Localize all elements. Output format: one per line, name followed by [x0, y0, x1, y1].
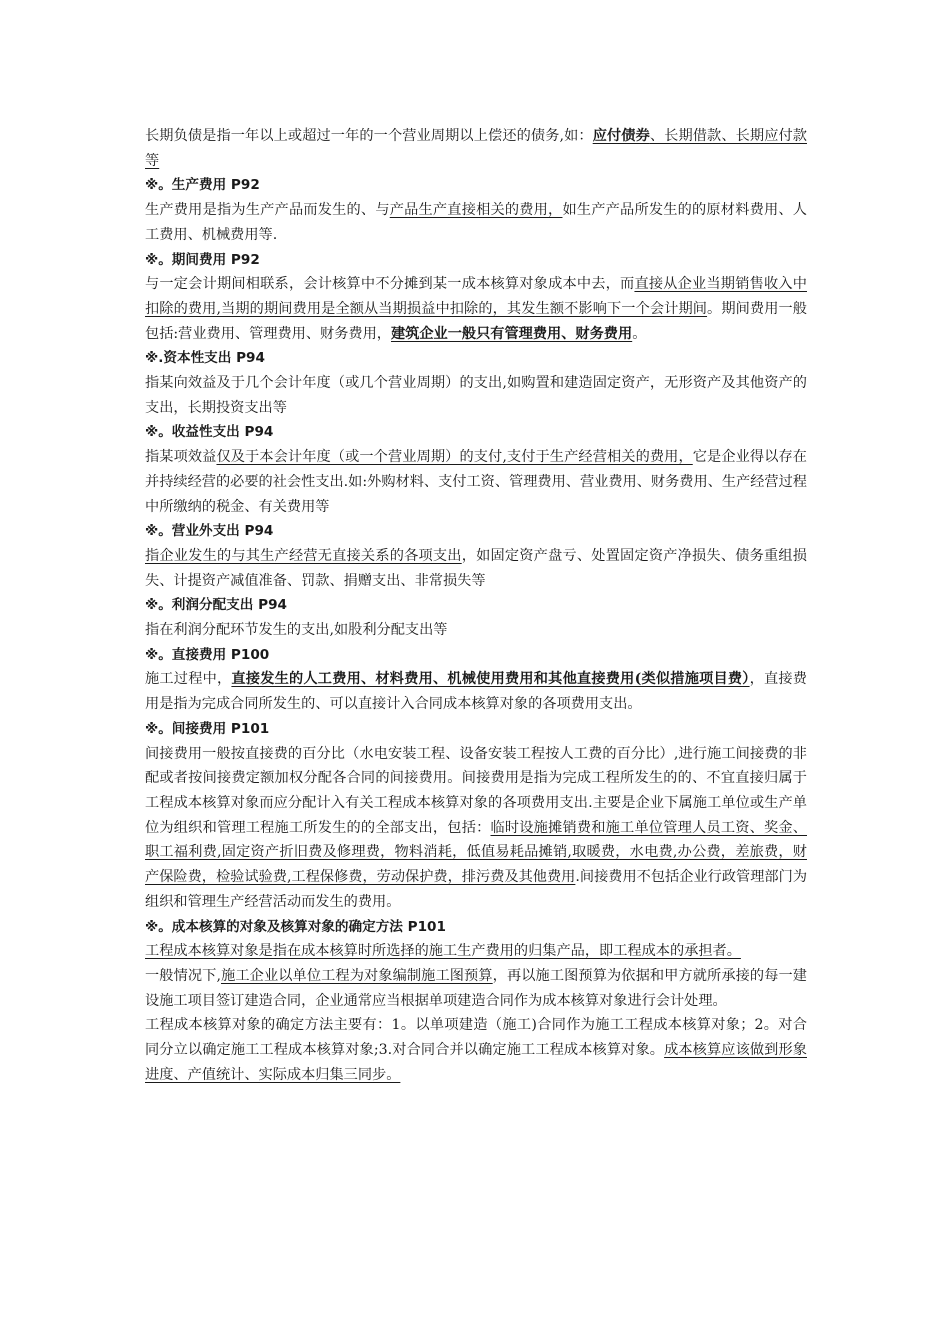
section-heading — [145, 346, 807, 371]
text-run: ※。营业外支出 P94 — [145, 523, 274, 540]
paragraph — [145, 964, 807, 1013]
paragraph — [145, 445, 807, 519]
text-run: ※。生产费用 P92 — [145, 177, 260, 194]
section-heading — [145, 915, 807, 940]
text-run: 间接费用一般按直接费的百分比（水电安装工程、设备安装工程按人工费的百分比）,进行施工间接费的非配或者按间接费定额加权分配各合同的间接费用。间接费用是指为完成工程所发生的的、不宜直接归属于工程成本核算对象而应分配计入有关工程成本核算对象的各项费用支出.主要是企业下属施工单位或生产单位为组织和管理工程施工所发生的的全部支出，包括： — [145, 745, 807, 836]
text-run: 建筑企业一般只有管理费用、财务费用 — [390, 325, 633, 342]
text-run: ，再以施工图预算为依据和甲方就所承接的每一建设施工项目签订建造合同，企业通常应当根据单项建造合同作为成本核算对象进行会计处理。 — [145, 967, 807, 1009]
text-run: 指在利润分配环节发生的支出,如股利分配支出等 — [145, 622, 448, 639]
text-run: 成本核算应该做到形象进度、产值统计、实际成本归集三同步。 — [145, 1042, 807, 1083]
text-run: .间接费用不包括企业行政管理部门为组织和管理生产经营活动而发生的费用。 — [145, 869, 808, 910]
paragraph — [145, 272, 807, 346]
text-run: ※。直接费用 P100 — [145, 646, 270, 663]
section-heading — [145, 173, 807, 198]
paragraph — [145, 198, 807, 247]
text-run: ，直接费用是指为完成合同所发生的、可以直接计入合同成本核算对象的各项费用支出。 — [145, 671, 807, 713]
paragraph — [145, 371, 807, 420]
text-run: ，如固定资产盘亏、处置固定资产净损失、债务重组损失、计提资产减值准备、罚款、捐赠支出、非常损失等 — [145, 547, 807, 589]
text-run: 施工过程中， — [145, 671, 232, 688]
document-body — [145, 124, 807, 1087]
text-run: 仅及于本会计年度（或一个营业周期）的支付,支付于生产经营相关的费用， — [216, 449, 693, 466]
text-run: 、长期借款、长期应付款等 — [145, 128, 807, 169]
text-run: 。期间费用一般包括:营业费用、管理费用、财务费用， — [145, 300, 807, 342]
text-run: 与一定会计期间相联系，会计核算中不分摊到某一成本核算对象成本中去，而 — [145, 276, 635, 293]
text-run: 指某项效益 — [145, 449, 217, 466]
text-run: 工程成本核算对象的确定方法主要有：1。以单项建造（施工)合同作为施工工程成本核算对象；2。对合同分立以确定施工工程成本核算对象;3.对合同合并以确定施工工程成本核算对象。 — [145, 1017, 807, 1059]
text-run: 指企业发生的与其生产经营无直接关系的各项支出 — [145, 547, 462, 564]
paragraph — [145, 1013, 807, 1087]
text-run: 一般情况下, — [145, 967, 221, 984]
text-run: 应付债券 — [592, 128, 650, 144]
section-heading — [145, 593, 807, 618]
text-run: 如生产产品所发生的的原材料费用、人工费用、机械费用等. — [145, 202, 807, 243]
text-run: ※.资本性支出 P94 — [145, 350, 265, 367]
text-run: ※。期间费用 P92 — [145, 251, 260, 268]
section-heading — [145, 420, 807, 445]
text-run: 长期负债是指一年以上或超过一年的一个营业周期以上偿还的债务,如： — [145, 128, 593, 144]
paragraph — [145, 544, 807, 593]
section-heading — [145, 519, 807, 544]
section-heading — [145, 717, 807, 742]
text-run: 指某向效益及于几个会计年度（或几个营业周期）的支出,如购置和建造固定资产，无形资产及其他资产的支出，长期投资支出等 — [145, 375, 807, 416]
text-run: 直接从企业当期销售收入中扣除的费用,当期的期间费用是全额从当期损益中扣除的，其发生额不影响下一个会计期间 — [145, 276, 807, 317]
paragraph — [145, 124, 807, 173]
text-run: 。 — [632, 325, 647, 342]
text-run: 临时设施摊销费和施工单位管理人员工资、奖金、职工福利费,固定资产折旧费及修理费，物料消耗，低值易耗品摊销,取暖费，水电费,办公费，差旅费，财产保险费，检验试验费,工程保修费，劳动保护费，排污费及其他费用 — [145, 819, 807, 886]
text-run: ※。利润分配支出 P94 — [145, 597, 287, 614]
text-run: ※。间接费用 P101 — [145, 720, 270, 737]
text-run: 施工企业以单位工程为对象编制施工图预算 — [220, 967, 493, 984]
text-run: 生产费用是指为生产产品而发生的、与 — [145, 202, 390, 219]
section-heading — [145, 643, 807, 668]
paragraph — [145, 618, 807, 643]
section-heading — [145, 248, 807, 273]
text-run: 直接发生的人工费用、材料费用、机械使用费用和其他直接费用(类似措施项目费） — [231, 671, 750, 688]
paragraph — [145, 939, 807, 964]
text-run: ※。成本核算的对象及核算对象的确定方法 P101 — [145, 918, 446, 935]
paragraph — [145, 742, 807, 915]
text-run: 产品生产直接相关的费用， — [389, 202, 563, 219]
text-run: 它是企业得以存在并持续经营的必要的社会性支出.如:外购材料、支付工资、管理费用、营业费用、财务费用、生产经营过程中所缴纳的税金、有关费用等 — [145, 449, 807, 515]
text-run: 工程成本核算对象是指在成本核算时所选择的施工生产费用的归集产品，即工程成本的承担者。 — [145, 943, 741, 960]
paragraph — [145, 667, 807, 716]
text-run: ※。收益性支出 P94 — [145, 424, 274, 441]
